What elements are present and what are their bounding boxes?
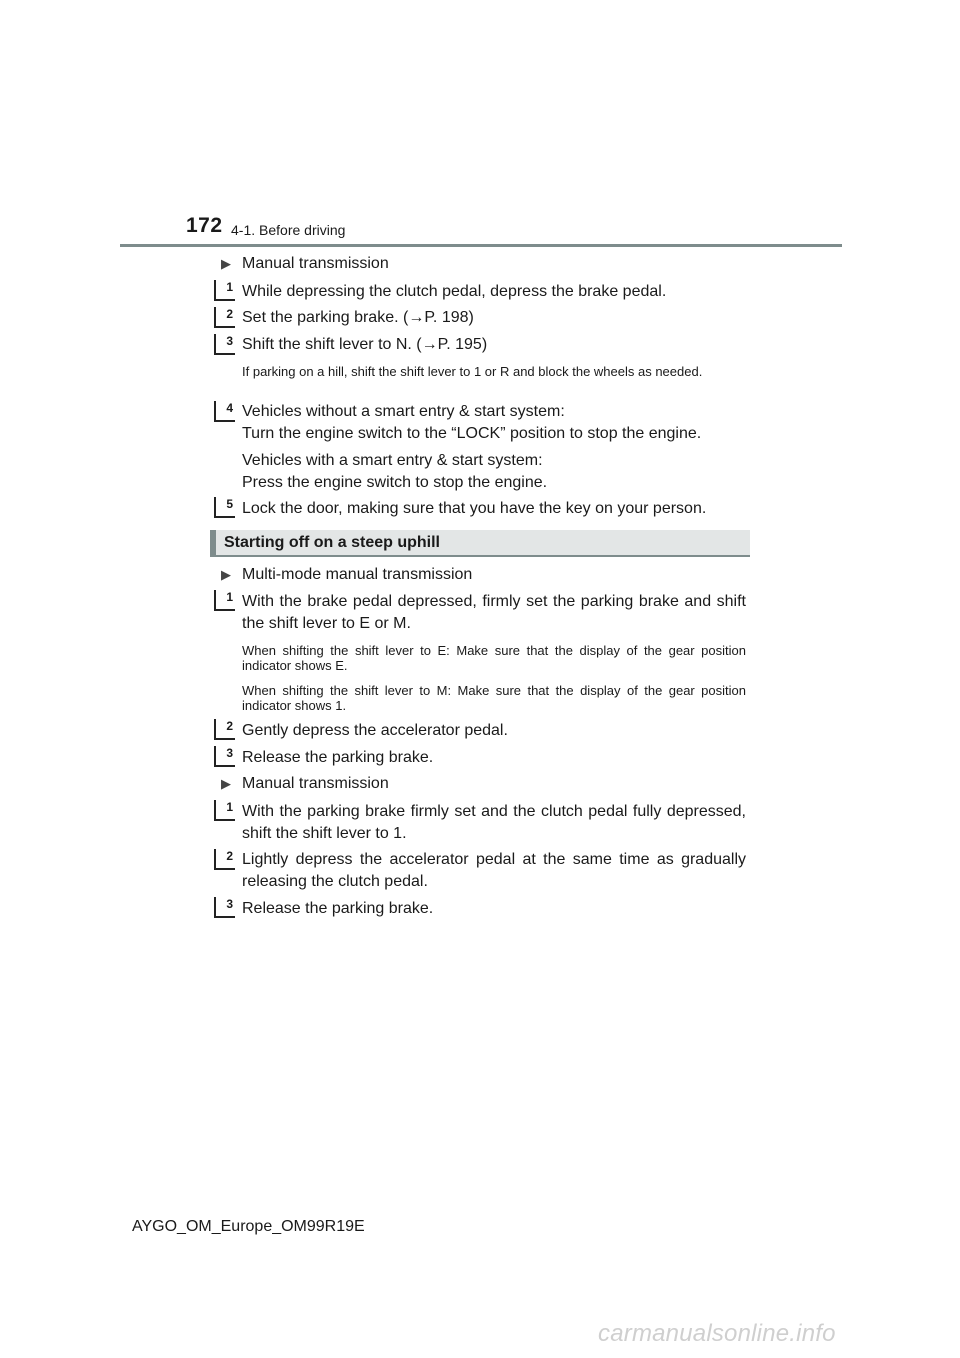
subtitle-label: Manual transmission bbox=[242, 775, 389, 792]
watermark: carmanualsonline.info bbox=[598, 1320, 836, 1347]
step-text: Release the parking brake. bbox=[242, 900, 434, 917]
triangle-right-icon: ▶ bbox=[221, 567, 231, 582]
step-text: Vehicles without a smart entry & start system: bbox=[242, 403, 565, 420]
step-text: While depressing the clutch pedal, depress the brake pedal. bbox=[242, 283, 667, 300]
step-text: Lock the door, making sure that you have the key on your person. bbox=[242, 500, 707, 517]
step-text: Set the parking brake. (→P. 198) bbox=[242, 309, 474, 326]
step-text: Gently depress the accelerator pedal. bbox=[242, 722, 508, 739]
step-text: With the brake pedal depressed, firmly set the parking brake and shift the shift lever to E or M. bbox=[242, 593, 746, 632]
subtitle-label: Manual transmission bbox=[242, 255, 389, 272]
step-number: 2 bbox=[214, 307, 235, 328]
triangle-right-icon: ▶ bbox=[221, 776, 231, 791]
triangle-right-icon: ▶ bbox=[221, 256, 231, 271]
step-text: Vehicles with a smart entry & start system: bbox=[242, 452, 543, 469]
subtitle-manual-transmission bbox=[221, 255, 389, 273]
page-number: 172 bbox=[186, 214, 223, 237]
step-text: With the parking brake firmly set and the clutch pedal fully depressed, shift the shift lever to 1. bbox=[242, 803, 746, 842]
header-divider bbox=[120, 244, 842, 247]
step-text: Press the engine switch to stop the engine. bbox=[242, 474, 548, 491]
step-text: Shift the shift lever to N. (→P. 195) bbox=[242, 336, 488, 353]
step-number: 4 bbox=[214, 401, 235, 422]
step-note: If parking on a hill, shift the shift lever to 1 or R and block the wheels as needed. bbox=[242, 364, 703, 379]
step-number: 1 bbox=[214, 590, 235, 611]
section-title: 4-1. Before driving bbox=[231, 222, 346, 238]
subtitle-multi-mode bbox=[221, 566, 472, 584]
step-number: 5 bbox=[214, 497, 235, 518]
section-heading: Starting off on a steep uphill bbox=[224, 534, 440, 551]
subtitle-manual-transmission bbox=[221, 775, 389, 793]
step-number: 2 bbox=[214, 719, 235, 740]
step-number: 3 bbox=[214, 334, 235, 355]
subtitle-label: Multi-mode manual transmission bbox=[242, 566, 473, 583]
step-number: 1 bbox=[214, 280, 235, 301]
step-number: 3 bbox=[214, 897, 235, 918]
step-note: When shifting the shift lever to M: Make sure that the display of the gear position indicator shows 1. bbox=[242, 683, 746, 713]
step-number: 3 bbox=[214, 746, 235, 767]
document-code: AYGO_OM_Europe_OM99R19E bbox=[132, 1218, 365, 1235]
step-note: When shifting the shift lever to E: Make sure that the display of the gear position indicator shows E. bbox=[242, 643, 746, 673]
step-text: Lightly depress the accelerator pedal at the same time as gradually releasing the clutch pedal. bbox=[242, 851, 746, 890]
step-number: 1 bbox=[214, 800, 235, 821]
step-number: 2 bbox=[214, 849, 235, 870]
step-text: Turn the engine switch to the “LOCK” position to stop the engine. bbox=[242, 425, 702, 442]
step-text: Release the parking brake. bbox=[242, 749, 434, 766]
